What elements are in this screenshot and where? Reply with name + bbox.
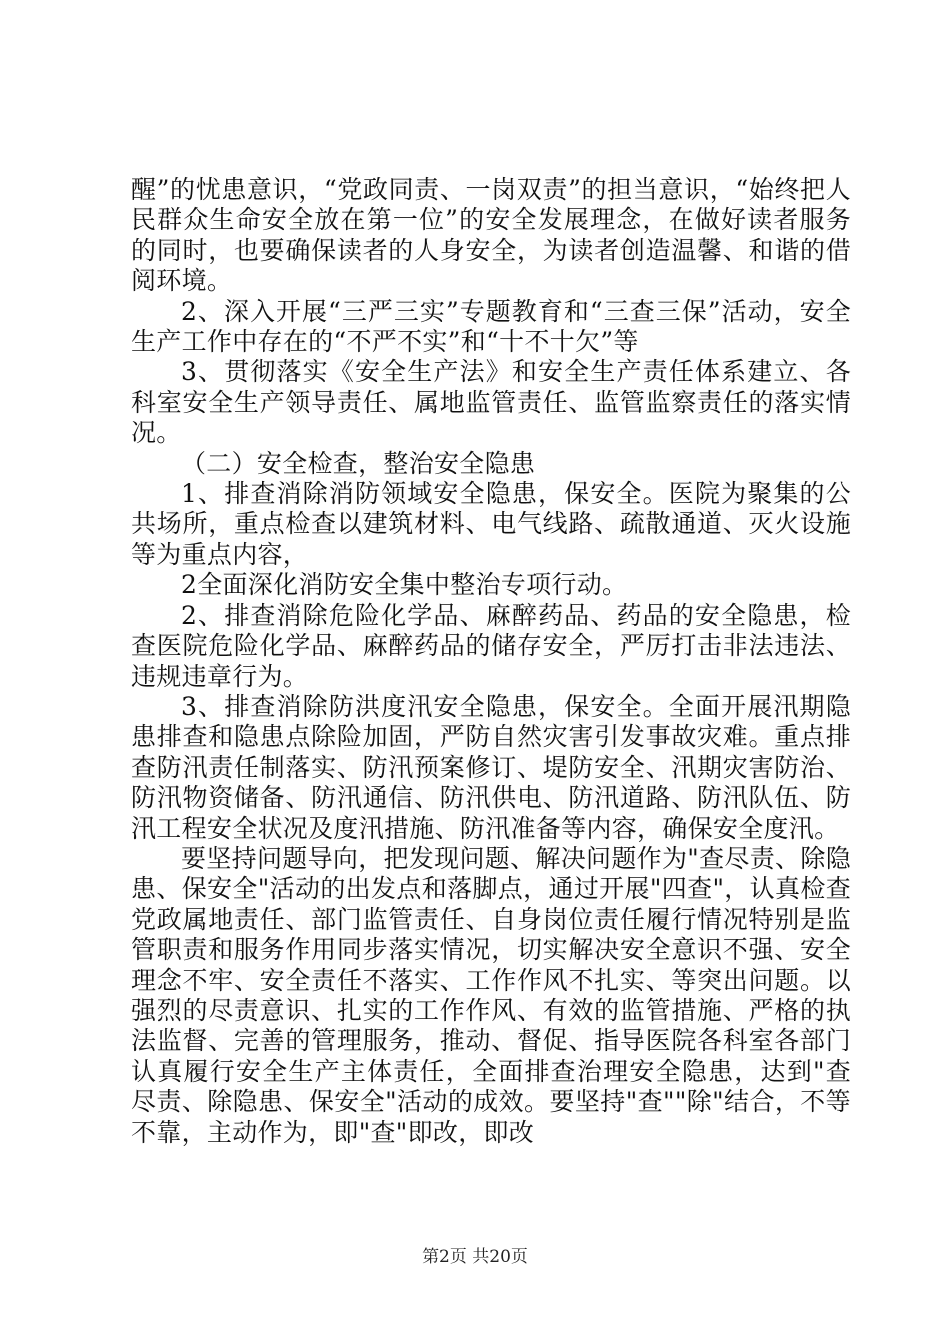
section-heading: （二）安全检查，整治安全隐患 xyxy=(181,448,536,478)
paragraph-fire-safety: 1、排查消除消防领域安全隐患，保安全。医院为聚集的公共场所，重点检查以建筑材料、电气线路、疏散通道、灭火设施等为重点内容， xyxy=(131,479,851,569)
page-number-footer: 第2页 共20页 xyxy=(422,1247,528,1267)
paragraph-item-2: 2、深入开展“三严三实”专题教育和“三查三保”活动，安全生产工作中存在的“不严不实”和“十不十欠”等 xyxy=(131,296,851,357)
paragraph-problem-orientation: 要坚持问题导向，把发现问题、解决问题作为"查尽责、除隐患、保安全"活动的出发点和落脚点，通过开展"四查"，认真检查党政属地责任、部门监管责任、自身岗位责任履行情况特别是监管职责和服务作用同步落实情况，切实解决安全意识不强、安全理念不牢、安全责任不落实、工作作风不扎实、等突出问题。以强烈的尽责意识、扎实的工作作风、有效的监管措施、严格的执法监督、完善的管理服务，推动、督促、指导医院各科室各部门认真履行安全生产主体责任，全面排查治理安全隐患，达到"查尽责、除隐患、保安全"活动的成效。要坚持"查""除"结合，不等不靠，主动作为，即"查"即改，即改 xyxy=(131,843,851,1147)
paragraph-hazardous-chemicals: 2、排查消除危险化学品、麻醉药品、药品的安全隐患，检查医院危险化学品、麻醉药品的储存安全，严厉打击非法违法、违规违章行为。 xyxy=(131,600,851,691)
paragraph-fire-campaign: 2全面深化消防安全集中整治专项行动。 xyxy=(181,570,628,600)
document-body xyxy=(131,175,851,1148)
paragraph-flood-control: 3、排查消除防洪度汛安全隐患，保安全。全面开展汛期隐患排查和隐患点除险加固，严防自然灾害引发事故灾难。重点排查防汛责任制落实、防汛预案修订、堤防安全、汛期灾害防治、防汛物资储备、防汛通信、防汛供电、防汛道路、防汛队伍、防汛工程安全状况及度汛措施、防汛准备等内容，确保安全度汛。 xyxy=(131,691,851,843)
paragraph-item-3: 3、贯彻落实《安全生产法》和安全生产责任体系建立、各科室安全生产领导责任、属地监管责任、监管监察责任的落实情况。 xyxy=(131,357,851,448)
paragraph-continuation: 醒”的忧患意识，“党政同责、一岗双责”的担当意识，“始终把人民群众生命安全放在第一位”的安全发展理念，在做好读者服务的同时，也要确保读者的人身安全，为读者创造温馨、和谐的借阅环境。 xyxy=(131,175,851,296)
